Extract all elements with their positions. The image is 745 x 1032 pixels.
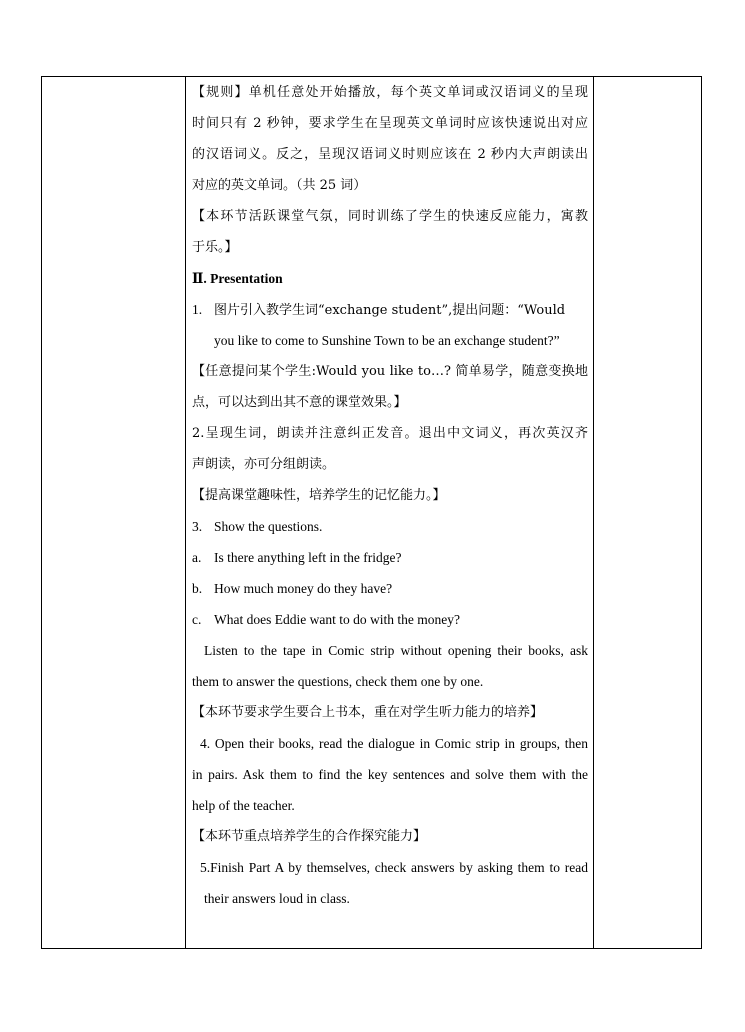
step-3-text: Show the questions. — [214, 519, 323, 534]
question-a-label: a. — [192, 550, 202, 565]
question-b-label: b. — [192, 581, 203, 596]
step-4-line-3: help of the teacher. — [192, 798, 295, 813]
note-line-6: 【本环节要求学生要合上书本，重在对学生听力能力的培养】 — [192, 705, 544, 720]
step-1-text: 图片引入教学生词“exchange student”,提出问题：“Would — [214, 303, 566, 318]
step-3-line — [192, 511, 588, 542]
step-3-number: 3. — [192, 519, 203, 534]
note-line-2: 于乐。】 — [192, 240, 238, 255]
question-a — [192, 542, 588, 573]
rule-line-3: 的汉语词义。反之，呈现汉语词义时则应该在 2 秒内大声朗读出 — [192, 147, 588, 162]
step-2-line-1: 2.呈现生词，朗读并注意纠正发音。退出中文词义，再次英汉齐 — [192, 426, 588, 441]
step-1-number: 1. — [192, 302, 203, 317]
question-c-text: What does Eddie want to do with the money? — [214, 612, 460, 627]
rule-line-1: 【规则】单机任意处开始播放，每个英文单词或汉语词义的呈现 — [192, 85, 588, 100]
step-2-line-2: 声朗读，亦可分组朗读。 — [192, 457, 336, 472]
question-a-text: Is there anything left in the fridge? — [214, 550, 402, 565]
step-1-line-1 — [192, 294, 588, 325]
question-c — [192, 604, 588, 635]
section-heading-presentation: Ⅱ. Presentation — [192, 271, 283, 286]
note-line-1: 【本环节活跃课堂气氛，同时训练了学生的快速反应能力，寓教 — [192, 209, 588, 224]
note-line-7: 【本环节重点培养学生的合作探究能力】 — [192, 829, 427, 844]
teaching-procedure-cell — [192, 77, 588, 914]
question-c-label: c. — [192, 612, 202, 627]
step-4-line-2: in pairs. Ask them to find the key sentences and solve them with the — [192, 767, 588, 782]
note-line-3: 【任意提问某个学生:Would you like to…? 简单易学，随意变换地 — [192, 364, 588, 379]
listen-line-2: them to answer the questions, check them one by one. — [192, 674, 484, 689]
step-1-line-2: you like to come to Sunshine Town to be an exchange student?” — [214, 333, 560, 348]
step-5-line-2: their answers loud in class. — [204, 891, 350, 906]
question-b — [192, 573, 588, 604]
rule-line-4: 对应的英文单词。（共 25 词） — [192, 178, 367, 193]
note-line-4: 点，可以达到出其不意的课堂效果。】 — [192, 395, 407, 410]
note-line-5: 【提高课堂趣味性，培养学生的记忆能力。】 — [192, 488, 446, 503]
question-b-text: How much money do they have? — [214, 581, 393, 596]
step-4-line-1: 4. Open their books, read the dialogue in Comic strip in groups, then — [200, 736, 588, 751]
step-5-line-1: 5.Finish Part A by themselves, check answers by asking them to read — [200, 860, 588, 875]
listen-line-1: Listen to the tape in Comic strip without opening their books, ask — [204, 643, 588, 658]
column-divider-right — [593, 77, 594, 948]
lesson-table — [41, 76, 702, 949]
column-divider-left — [185, 77, 186, 948]
rule-line-2: 时间只有 2 秒钟，要求学生在呈现英文单词时应该快速说出对应 — [192, 116, 588, 131]
